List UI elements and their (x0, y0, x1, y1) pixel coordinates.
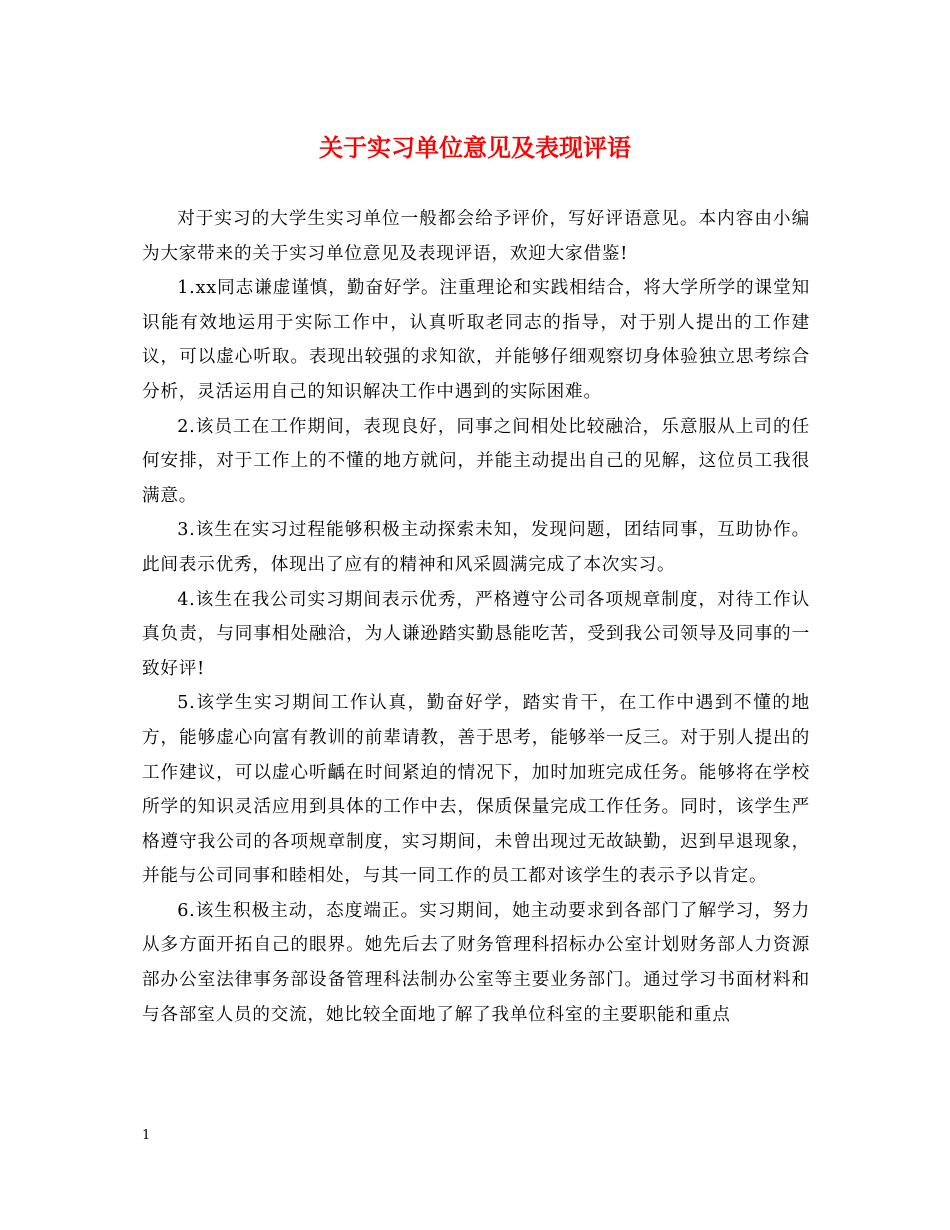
paragraph-item-2: 2.该员工在工作期间，表现良好，同事之间相处比较融洽，乐意服从上司的任何安排，对于工作上的不懂的地方就问，并能主动提出自己的见解，这位员工我很满意。 (142, 416, 810, 506)
paragraph-item-3: 3.该生在实习过程能够积极主动探索未知，发现问题，团结同事，互助协作。此间表示优秀，体现出了应有的精神和风采圆满完成了本次实习。 (142, 520, 810, 575)
page-number: 1 (142, 1128, 151, 1143)
document-title: 关于实习单位意见及表现评语 (319, 133, 631, 162)
paragraph-item-5: 5.该学生实习期间工作认真，勤奋好学，踏实肯干，在工作中遇到不懂的地方，能够虚心向富有教训的前辈请教，善于思考，能够举一反三。对于别人提出的工作建议，可以虚心听齲在时间紧迫的情况下，加时加班完成任务。能够将在学校所学的知识灵活应用到具体的工作中去，保质保量完成工作任务。同时，该学生严格遵守我公司的各项规章制度，实习期间，未曾出现过无故缺勤，迟到早退现象，并能与公司同事和睦相处，与其一同工作的员工都对该学生的表示予以肯定。 (142, 693, 810, 887)
paragraph-item-6: 6.该生积极主动，态度端正。实习期间，她主动要求到各部门了解学习，努力从多方面开拓自己的眼界。她先后去了财务管理科招标办公室计划财务部人力资源部办公室法律事务部设备管理科法制办公室等主要业务部门。通过学习书面材料和与各部室人员的交流，她比较全面地了解了我单位科室的主要职能和重点 (142, 900, 810, 1025)
paragraph-item-1: 1.xx同志谦虚谨慎，勤奋好学。注重理论和实践相结合，将大学所学的课堂知识能有效地运用于实际工作中，认真听取老同志的指导，对于别人提出的工作建议，可以虚心听取。表现出较强的求知欲，并能够仔细观察切身体验独立思考综合分析，灵活运用自己的知识解决工作中遇到的实际困难。 (142, 278, 810, 402)
paragraph-item-4: 4.该生在我公司实习期间表示优秀，严格遵守公司各项规章制度，对待工作认真负责，与同事相处融洽，为人谦逊踏实勤恳能吃苦，受到我公司领导及同事的一致好评! (142, 589, 810, 679)
document-body (142, 202, 810, 1032)
paragraph-intro: 对于实习的大学生实习单位一般都会给予评价，写好评语意见。本内容由小编为大家带来的关于实习单位意见及表现评语，欢迎大家借鉴! (142, 209, 810, 264)
